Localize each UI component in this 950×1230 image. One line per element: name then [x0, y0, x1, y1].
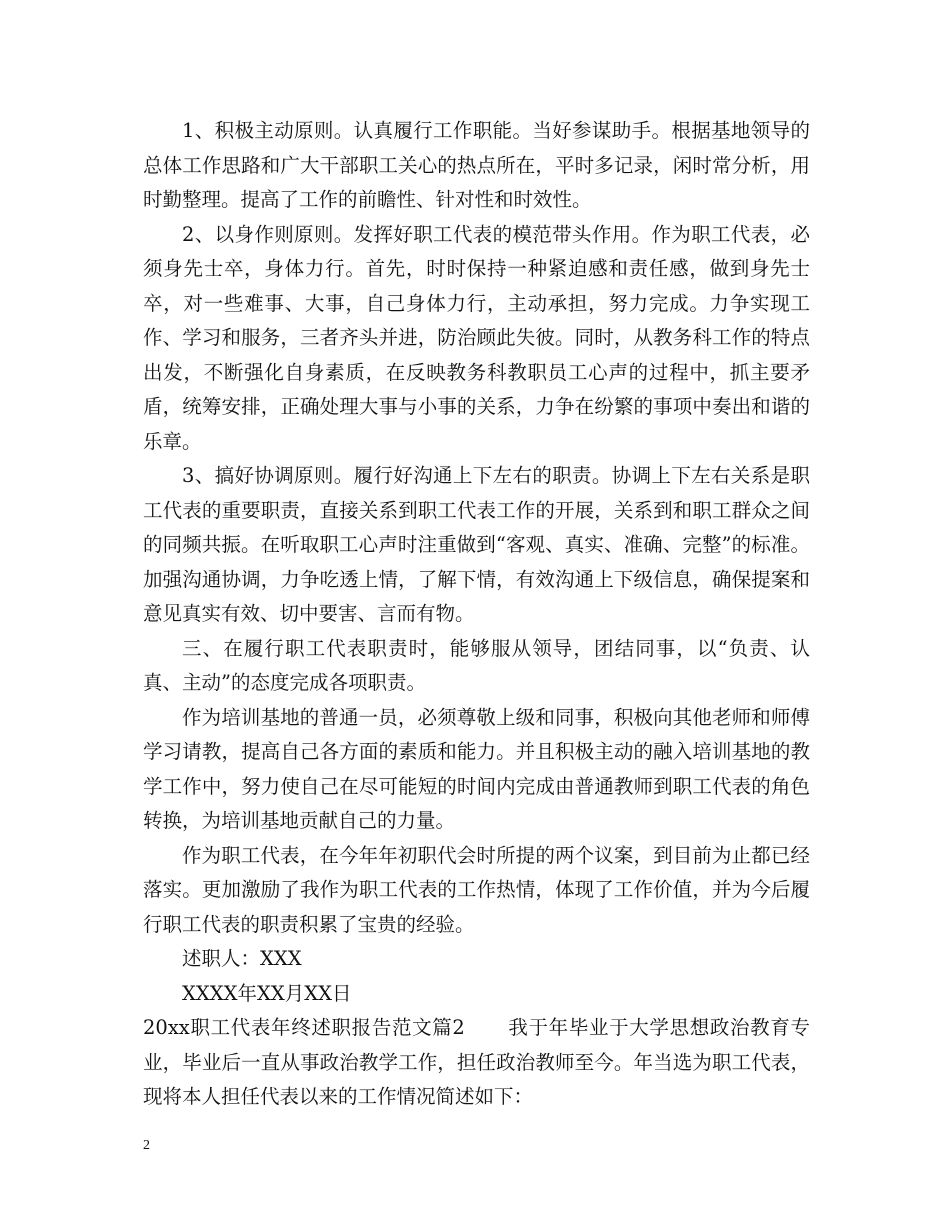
page-number: 2: [143, 1138, 150, 1153]
paragraph-principle-1: 1、积极主动原则。认真履行工作职能。当好参谋助手。根据基地领导的总体工作思路和广大干部职工关心的热点所在，平时多记录，闲时常分析，用时勤整理。提高了工作的前瞻性、针对性和时效性。: [143, 119, 810, 211]
paragraph-principle-2: 2、以身作则原则。发挥好职工代表的模范带头作用。作为职工代表，必须身先士卒，身体力行。首先，时时保持一种紧迫感和责任感，做到身先士卒，对一些难事、大事，自己身体力行，主动承担，努力完成。力争实现工作、学习和服务，三者齐头并进，防治顾此失彼。同时，从教务科工作的特点出发，不断强化自身素质，在反映教务科教职员工心声的过程中，抓主要矛盾，统筹安排，正确处理大事与小事的关系，力争在纷繁的事项中奏出和谐的乐章。: [143, 222, 810, 453]
section-2-text: 我于年毕业于大学思想政治教育专业，毕业后一直从事政治教学工作，担任政治教师至今。年当选为职工代表，现将本人担任代表以来的工作情况简述如下：: [143, 1016, 810, 1108]
section-2-title: 20xx职工代表年终述职报告范文篇2: [143, 1016, 465, 1039]
paragraph-proposals: 作为职工代表，在今年年初职代会时所提的两个议案，到目前为止都已经落实。更加激励了我作为职工代表的工作热情，体现了工作价值，并为今后履行职工代表的职责积累了宝贵的经验。: [143, 843, 810, 936]
paragraph-section-three: 三、在履行职工代表职责时，能够服从领导，团结同事，以“负责、认真、主动”的态度完成各项职责。: [143, 636, 810, 694]
signature-line: 述职人：XXX: [182, 947, 302, 970]
paragraph-trainee-member: 作为培训基地的普通一员，必须尊敬上级和同事，积极向其他老师和师傅学习请教，提高自己各方面的素质和能力。并且积极主动的融入培训基地的教学工作中，努力使自己在尽可能短的时间内完成由普通教师到职工代表的角色转换，为培训基地贡献自己的力量。: [143, 705, 810, 832]
date-line: XXXX年XX月XX日: [182, 981, 352, 1005]
paragraph-principle-3: 3、搞好协调原则。履行好沟通上下左右的职责。协调上下左右关系是职工代表的重要职责，直接关系到职工代表工作的开展，关系到和职工群众之间的同频共振。在听取职工心声时注重做到“客观、真实、准确、完整”的标准。加强沟通协调，力争吃透上情，了解下情，有效沟通上下级信息，确保提案和意见真实有效、切中要害、言而有物。: [143, 464, 810, 625]
section-2-paragraph: [143, 1011, 810, 1115]
document-page: [143, 114, 810, 1115]
